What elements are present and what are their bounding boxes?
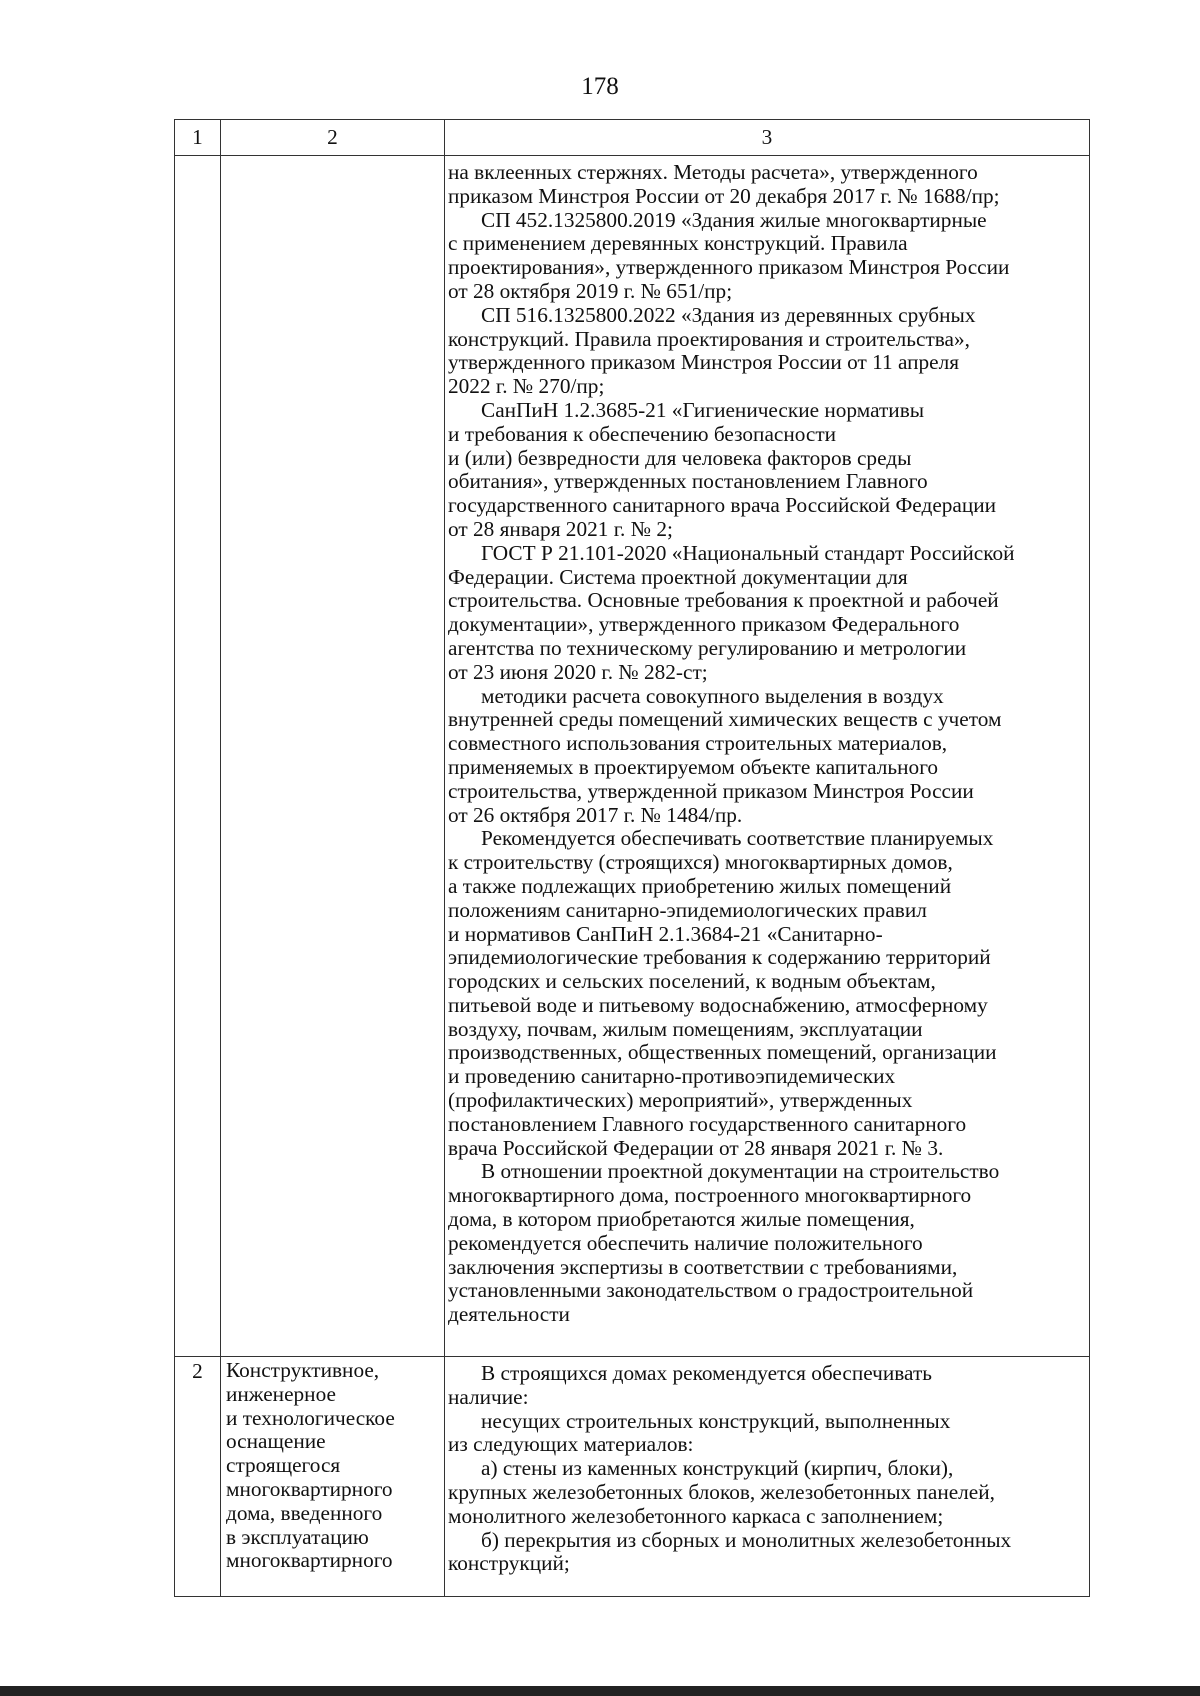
text-line: заключения экспертизы в соответствии с требованиями, — [448, 1254, 958, 1279]
text-line: документации», утвержденного приказом Федерального — [448, 612, 960, 637]
text-line: врача Российской Федерации от 28 января 2021 г. № 3. — [448, 1135, 944, 1160]
text-line: Федерации. Система проектной документации для — [448, 564, 908, 589]
text-line: от 28 октября 2019 г. № 651/пр; — [448, 278, 733, 303]
text-line: и (или) безвредности для человека факторов среды — [448, 445, 912, 470]
text-line: от 23 июня 2020 г. № 282-ст; — [448, 659, 708, 684]
text-line: эпидемиологические требования к содержанию территорий — [448, 945, 991, 970]
text-line: агентства по техническому регулированию и метрологии — [448, 635, 967, 660]
text-line: СанПиН 1.2.3685-21 «Гигиенические нормативы — [481, 397, 925, 422]
text-line: многоквартирного — [226, 1476, 393, 1501]
text-line: и нормативов СанПиН 2.1.3684-21 «Санитарно- — [448, 921, 883, 946]
text-line: строительства. Основные требования к проектной и рабочей — [448, 588, 999, 613]
text-line: применяемых в проектируемом объекте капитального — [448, 754, 939, 779]
text-line: дома, введенного — [226, 1500, 383, 1525]
text-line: внутренней среды помещений химических веществ с учетом — [448, 707, 1002, 732]
text-line: от 26 октября 2017 г. № 1484/пр. — [448, 802, 743, 827]
text-line: инженерное — [226, 1381, 336, 1406]
text-line: и технологическое — [226, 1405, 395, 1430]
text-line: с применением деревянных конструкций. Правила — [448, 231, 908, 256]
text-line: и требования к обеспечению безопасности — [448, 421, 837, 446]
page-number: 178 — [581, 73, 619, 100]
text-line: многоквартирного дома, построенного многоквартирного — [448, 1183, 972, 1208]
text-line: к строительству (строящихся) многоквартирных домов, — [448, 850, 953, 875]
text-line: в эксплуатацию — [226, 1524, 369, 1549]
table-row — [175, 1357, 1090, 1597]
text-line: В отношении проектной документации на строительство — [481, 1159, 1000, 1184]
text-line: рекомендуется обеспечить наличие положительного — [448, 1230, 923, 1255]
row-number — [175, 156, 221, 1357]
text-line: методики расчета совокупного выделения в воздух — [481, 683, 944, 708]
text-line: Конструктивное, — [226, 1358, 380, 1382]
text-line: (профилактических) мероприятий», утвержденных — [448, 1088, 913, 1113]
text-line: и проведению санитарно-противоэпидемических — [448, 1064, 896, 1089]
text-line: совместного использования строительных материалов, — [448, 731, 948, 756]
text-line: многоквартирного — [226, 1548, 393, 1573]
row-recommendation-cell — [445, 1357, 1090, 1597]
text-line: на вклеенных стержнях. Методы расчета», утвержденного — [448, 160, 978, 184]
text-line: постановлением Главного государственного санитарного — [448, 1111, 967, 1136]
text-line: оснащение — [226, 1429, 326, 1454]
row-topic-cell — [221, 156, 445, 1357]
text-line: а также подлежащих приобретению жилых помещений — [448, 873, 952, 898]
document-table — [174, 119, 1090, 1597]
text-line: крупных железобетонных блоков, железобетонных панелей, — [448, 1479, 995, 1504]
text-line: от 28 января 2021 г. № 2; — [448, 516, 673, 541]
scan-edge-border — [0, 1686, 1200, 1696]
table-header-row — [175, 120, 1090, 156]
text-line: СП 452.1325800.2019 «Здания жилые многоквартирные — [481, 207, 987, 232]
text-line: производственных, общественных помещений, организации — [448, 1040, 997, 1065]
text-line: из следующих материалов: — [448, 1432, 694, 1457]
row-topic-cell — [221, 1357, 445, 1597]
text-line: строительства, утвержденной приказом Минстроя России — [448, 778, 974, 803]
text-line: несущих строительных конструкций, выполненных — [481, 1408, 951, 1433]
row-recommendation-cell — [445, 156, 1090, 1357]
text-line: строящегося — [226, 1453, 341, 1478]
text-line: утвержденного приказом Минстроя России от 11 апреля — [448, 350, 960, 375]
column-header-2: 2 — [221, 120, 445, 156]
text-line: деятельности — [448, 1302, 570, 1327]
text-line: проектирования», утвержденного приказом Минстроя России — [448, 255, 1010, 280]
text-line: Рекомендуется обеспечивать соответствие планируемых — [481, 826, 994, 851]
text-line: дома, в котором приобретаются жилые помещения, — [448, 1207, 915, 1232]
text-line: государственного санитарного врача Российской Федерации — [448, 493, 997, 518]
text-line: приказом Минстроя России от 20 декабря 2017 г. № 1688/пр; — [448, 183, 1000, 208]
text-line: обитания», утвержденных постановлением Главного — [448, 469, 928, 494]
text-line: конструкций; — [448, 1551, 570, 1576]
text-line: установленными законодательством о градостроительной — [448, 1278, 974, 1303]
text-line: ГОСТ Р 21.101-2020 «Национальный стандарт Российской — [481, 540, 1015, 565]
text-line: наличие: — [448, 1384, 529, 1409]
text-line: конструкций. Правила проектирования и строительства», — [448, 326, 970, 351]
text-line: городских и сельских поселений, к водным объектам, — [448, 969, 936, 994]
text-line: монолитного железобетонного каркаса с заполнением; — [448, 1503, 944, 1528]
text-line: 2022 г. № 270/пр; — [448, 374, 605, 399]
text-line: а) стены из каменных конструкций (кирпич, блоки), — [481, 1456, 954, 1481]
text-line: СП 516.1325800.2022 «Здания из деревянных срубных — [481, 302, 976, 327]
text-line: питьевой воде и питьевому водоснабжению, атмосферному — [448, 992, 988, 1017]
table-row — [175, 156, 1090, 1357]
text-line: положениям санитарно-эпидемиологических правил — [448, 897, 927, 922]
column-header-1: 1 — [175, 120, 221, 156]
text-line: В строящихся домах рекомендуется обеспечивать — [481, 1361, 932, 1385]
text-line: воздуху, почвам, жилым помещениям, эксплуатации — [448, 1016, 923, 1041]
row-number: 2 — [175, 1357, 221, 1597]
text-line: б) перекрытия из сборных и монолитных железобетонных — [481, 1527, 1012, 1552]
column-header-3: 3 — [445, 120, 1090, 156]
